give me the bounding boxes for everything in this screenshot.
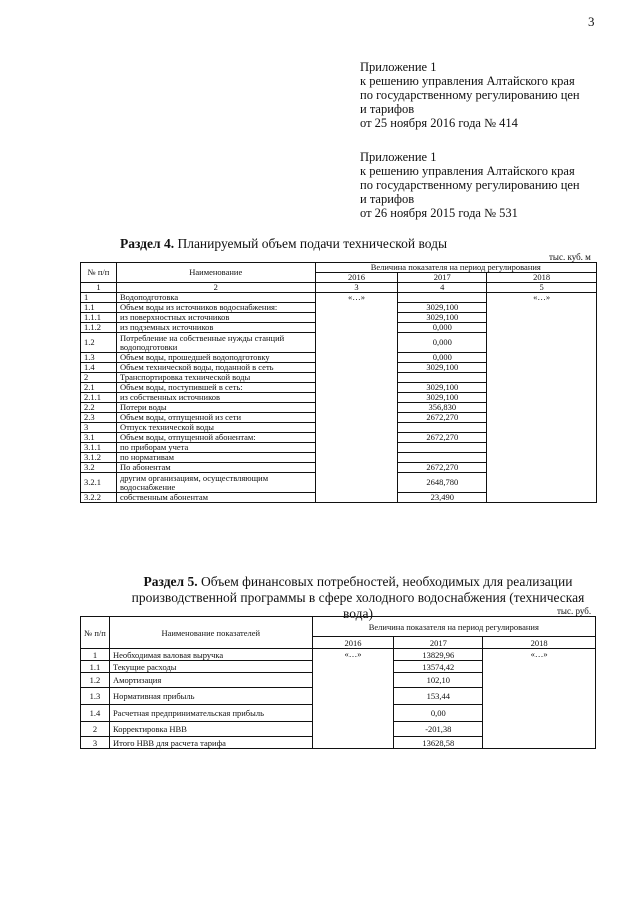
row-num: 2.1.1 — [81, 393, 117, 403]
row-name: Водоподготовка — [116, 293, 315, 303]
row-name: Объем технической воды, поданной в сеть — [116, 363, 315, 373]
row-num: 3.2 — [81, 463, 117, 473]
row-value-2017: -201,38 — [394, 722, 483, 737]
row-value-2017: 0,000 — [398, 353, 487, 363]
row-num: 1.3 — [81, 353, 117, 363]
appendix-note-2016 — [360, 60, 580, 130]
row-num: 1 — [81, 649, 110, 661]
section4-title: Планируемый объем подачи технической воды — [177, 236, 448, 251]
row-value-2017: 3029,100 — [398, 393, 487, 403]
section5-unit: тыс. руб. — [557, 606, 592, 616]
row-name: из подземных источников — [116, 323, 315, 333]
row-name: Транспортировка технической воды — [116, 373, 315, 383]
section5-label: Раздел 5. — [143, 574, 198, 589]
col-index: 5 — [487, 283, 597, 293]
row-name: по нормативам — [116, 453, 315, 463]
row-value-2017 — [398, 373, 487, 383]
row-num: 2 — [81, 373, 117, 383]
col-index: 4 — [398, 283, 487, 293]
row-num: 3.2.2 — [81, 493, 117, 503]
row-name: Корректировка НВВ — [109, 722, 312, 737]
row-num: 2.1 — [81, 383, 117, 393]
row-value-2017: 3029,100 — [398, 313, 487, 323]
row-name: Объем воды, отпущенной абонентам: — [116, 433, 315, 443]
header-period: Величина показателя на период регулирования — [312, 617, 595, 637]
appendix-note-2015 — [360, 150, 580, 220]
row-value-2017: 23,490 — [398, 493, 487, 503]
row-num: 1.2 — [81, 333, 117, 353]
col-index: 1 — [81, 283, 117, 293]
row-num: 1.1 — [81, 303, 117, 313]
appendix-line: к решению управления Алтайского края — [360, 164, 575, 178]
appendix-line: и тарифов — [360, 192, 415, 206]
row-num: 3.2.1 — [81, 473, 117, 493]
row-num: 3 — [81, 423, 117, 433]
section4-unit: тыс. куб. м — [549, 252, 591, 262]
row-num: 3 — [81, 737, 110, 749]
section4-label: Раздел 4. — [120, 236, 175, 251]
row-name: Объем воды, отпущенной из сети — [116, 413, 315, 423]
row-value-2017 — [398, 423, 487, 433]
section5-title: Объем финансовых потребностей, необходимых для реализации производственной программы в сфере холодного водоснабжения (техническая вода) — [131, 574, 585, 621]
appendix-line: по государственному регулированию цен — [360, 88, 580, 102]
row-name: собственным абонентам — [116, 493, 315, 503]
row-num: 2 — [81, 722, 110, 737]
row-value-2017: 13574,42 — [394, 661, 483, 673]
header-name: Наименование — [116, 263, 315, 283]
row-name: Объем воды, поступившей в сеть: — [116, 383, 315, 393]
row-name: Отпуск технической воды — [116, 423, 315, 433]
row-value-2017: 2672,270 — [398, 413, 487, 423]
row-name: из собственных источников — [116, 393, 315, 403]
table-row — [81, 649, 596, 661]
row-num: 1.1 — [81, 661, 110, 673]
appendix-line: Приложение 1 — [360, 150, 437, 164]
row-num: 1.1.2 — [81, 323, 117, 333]
row-value-2017: 0,000 — [398, 333, 487, 353]
appendix-line: и тарифов — [360, 102, 415, 116]
header-2016: 2016 — [312, 637, 394, 649]
table-row — [81, 293, 597, 303]
appendix-line: Приложение 1 — [360, 60, 437, 74]
header-2018: 2018 — [487, 273, 597, 283]
header-2017: 2017 — [394, 637, 483, 649]
section5-heading — [118, 574, 598, 622]
row-name: по приборам учета — [116, 443, 315, 453]
row-value-2017: 13628,58 — [394, 737, 483, 749]
page-number: 3 — [588, 14, 595, 29]
row-name: По абонентам — [116, 463, 315, 473]
header-2017: 2017 — [398, 273, 487, 283]
header-num: № п/п — [81, 263, 117, 283]
row-value-2017: 2672,270 — [398, 433, 487, 443]
row-name: другим организациям, осуществляющим водоснабжение — [116, 473, 315, 493]
row-name: Расчетная предпринимательская прибыль — [109, 705, 312, 722]
row-num: 3.1.2 — [81, 453, 117, 463]
value-2018-placeholder: «…» — [487, 293, 597, 503]
row-num: 1.1.1 — [81, 313, 117, 323]
value-2016-placeholder: «…» — [312, 649, 394, 749]
row-value-2017: 102,10 — [394, 673, 483, 688]
row-num: 1.2 — [81, 673, 110, 688]
header-name: Наименование показателей — [109, 617, 312, 649]
row-value-2017: 2648,780 — [398, 473, 487, 493]
row-num: 1.4 — [81, 705, 110, 722]
row-value-2017: 3029,100 — [398, 363, 487, 373]
value-2016-placeholder: «…» — [315, 293, 398, 503]
row-value-2017: 153,44 — [394, 688, 483, 705]
row-name: Текущие расходы — [109, 661, 312, 673]
row-value-2017: 356,830 — [398, 403, 487, 413]
appendix-line: от 26 ноября 2015 года № 531 — [360, 206, 518, 220]
header-2018: 2018 — [483, 637, 596, 649]
row-name: Амортизация — [109, 673, 312, 688]
section5-table — [80, 616, 596, 749]
row-value-2017: 0,00 — [394, 705, 483, 722]
row-value-2017 — [398, 293, 487, 303]
row-value-2017: 2672,270 — [398, 463, 487, 473]
row-name: Объем воды из источников водоснабжения: — [116, 303, 315, 313]
row-num: 1.3 — [81, 688, 110, 705]
row-name: Нормативная прибыль — [109, 688, 312, 705]
header-num: № п/п — [81, 617, 110, 649]
row-value-2017: 13829,96 — [394, 649, 483, 661]
row-name: Потребление на собственные нужды станций водоподготовки — [116, 333, 315, 353]
row-num: 3.1 — [81, 433, 117, 443]
header-period: Величина показателя на период регулирования — [315, 263, 596, 273]
row-num: 1.4 — [81, 363, 117, 373]
row-num: 2.3 — [81, 413, 117, 423]
col-index: 2 — [116, 283, 315, 293]
row-value-2017 — [398, 453, 487, 463]
appendix-line: от 25 ноября 2016 года № 414 — [360, 116, 518, 130]
row-num: 2.2 — [81, 403, 117, 413]
row-name: Итого НВВ для расчета тарифа — [109, 737, 312, 749]
col-index: 3 — [315, 283, 398, 293]
row-num: 3.1.1 — [81, 443, 117, 453]
row-name: Объем воды, прошедшей водоподготовку — [116, 353, 315, 363]
header-2016: 2016 — [315, 273, 398, 283]
row-name: Потери воды — [116, 403, 315, 413]
section4-table — [80, 262, 597, 503]
appendix-line: по государственному регулированию цен — [360, 178, 580, 192]
value-2018-placeholder: «…» — [483, 649, 596, 749]
row-value-2017: 3029,100 — [398, 303, 487, 313]
row-num: 1 — [81, 293, 117, 303]
row-value-2017: 3029,100 — [398, 383, 487, 393]
row-value-2017: 0,000 — [398, 323, 487, 333]
section4-heading — [120, 236, 447, 252]
appendix-line: к решению управления Алтайского края — [360, 74, 575, 88]
row-value-2017 — [398, 443, 487, 453]
row-name: из поверхностных источников — [116, 313, 315, 323]
row-name: Необходимая валовая выручка — [109, 649, 312, 661]
